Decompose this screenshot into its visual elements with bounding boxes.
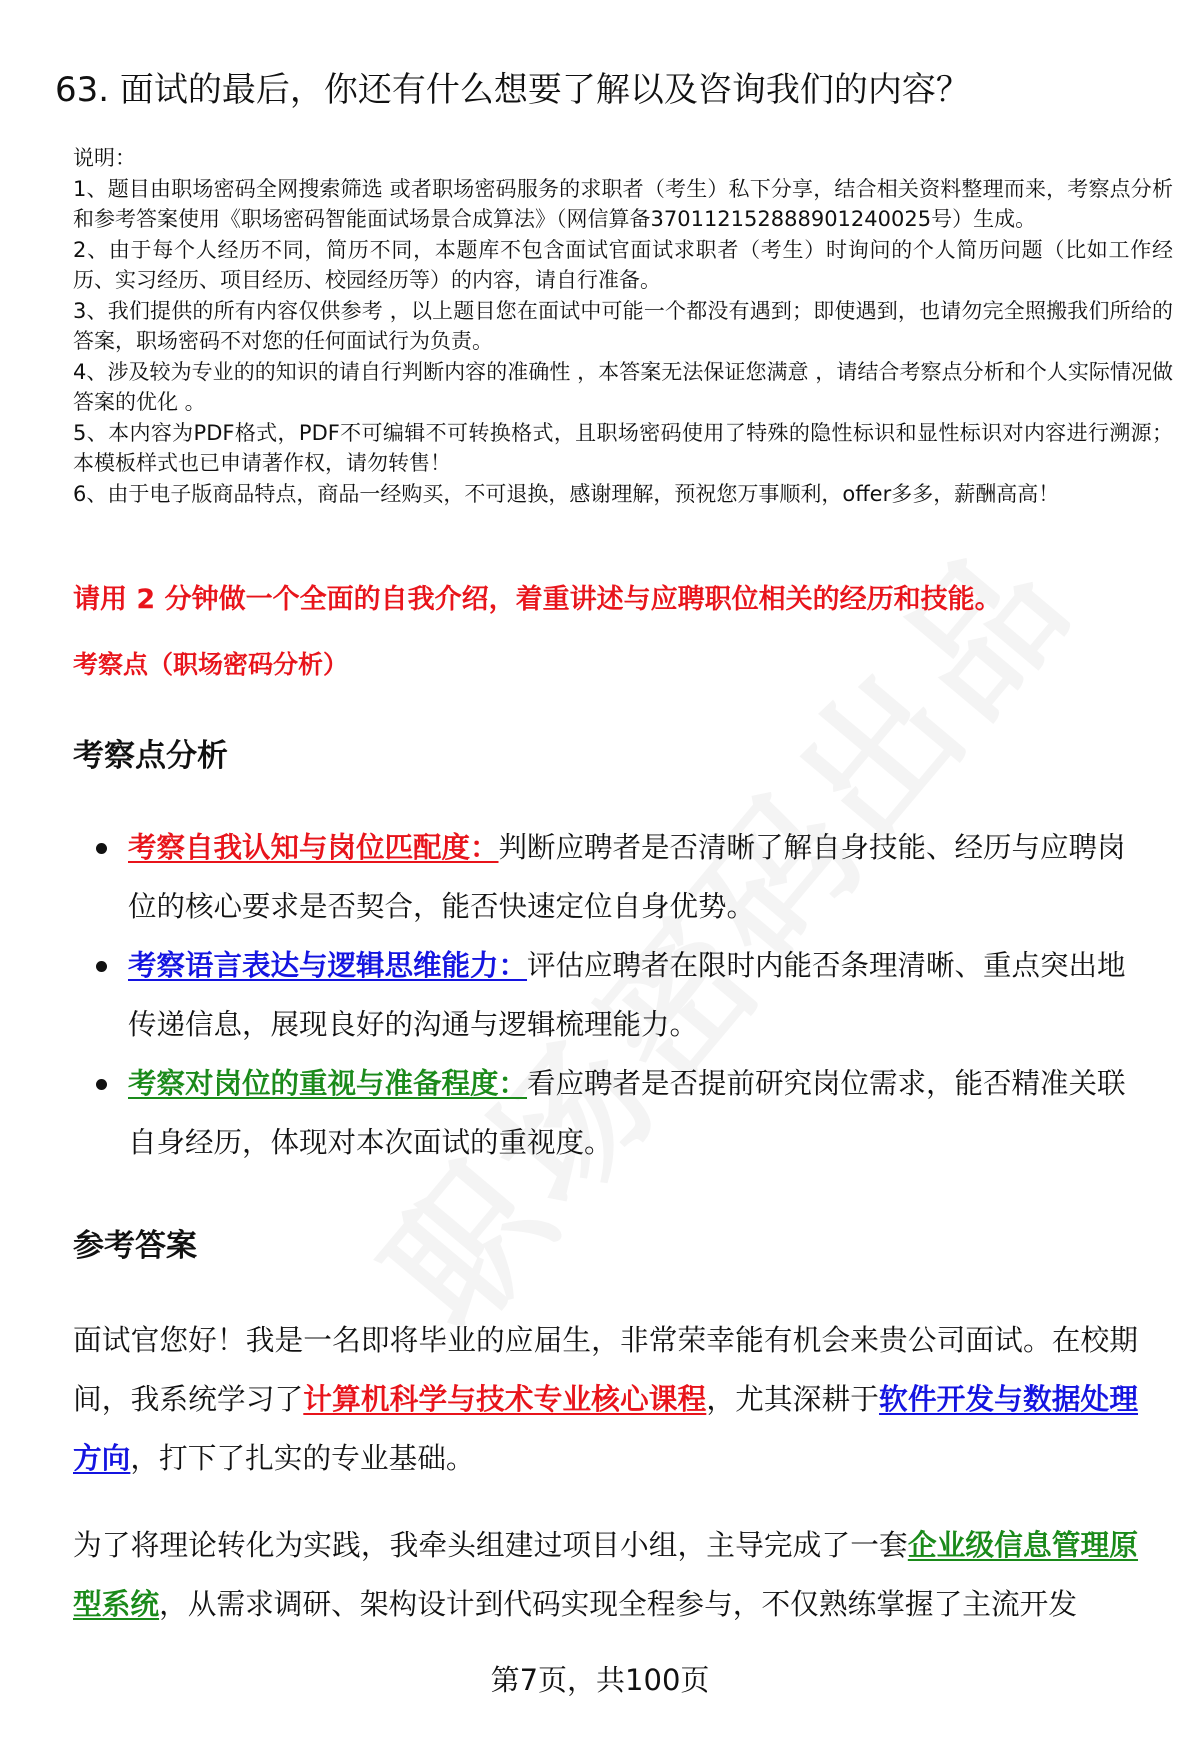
answer-text: 为了将理论转化为实践，我牵头组建过项目小组，主导完成了一套 [73, 1528, 908, 1562]
answer-keyword: 计算机科学与技术专业核心课程 [303, 1382, 707, 1416]
analysis-label: 考察点（职场密码分析） [73, 650, 349, 679]
bullet-icon [96, 843, 107, 854]
bullet-icon [96, 961, 107, 972]
interview-question: 请用 2 分钟做一个全面的自我介绍，着重讲述与应聘职位相关的经历和技能。 [73, 584, 1002, 615]
question-title: 63. 面试的最后，你还有什么想要了解以及咨询我们的内容？ [55, 70, 970, 110]
notes-heading: 说明： [73, 146, 136, 170]
answer-heading: 参考答案 [73, 1228, 197, 1264]
note-item: 1、题目由职场密码全网搜索筛选 或者职场密码服务的求职者（考生）私下分享，结合相关资料整理而来，考察点分析和参考答案使用《职场密码智能面试场景合成算法》（网信算备370112152888901240025号）生成。 [73, 176, 1173, 231]
answer-text: ，从需求调研、架构设计到代码实现全程参与，不仅熟练掌握了主流开发 [159, 1587, 1078, 1621]
list-item [96, 818, 1146, 936]
bullet-icon [96, 1079, 107, 1090]
answer-text: ，打下了扎实的专业基础。 [130, 1441, 475, 1475]
note-item: 2、由于每个人经历不同，简历不同，本题库不包含面试官面试求职者（考生）时询问的个人简历问题（比如工作经历、实习经历、项目经历、校园经历等）的内容，请自行准备。 [73, 237, 1173, 292]
answer-keyword: 软件开发与数据处理方向 [73, 1382, 1139, 1475]
note-item: 3、我们提供的所有内容仅供参考 ，以上题目您在面试中可能一个都没有遇到；即使遇到，也请勿完全照搬我们所给的答案，职场密码不对您的任何面试行为负责。 [73, 298, 1173, 353]
note-item: 5、本内容为PDF格式，PDF不可编辑不可转换格式，且职场密码使用了特殊的隐性标识和显性标识对内容进行溯源；本模板样式也已申请著作权，请勿转售！ [73, 420, 1173, 475]
bullet-text: 看应聘者是否提前研究岗位需求，能否精准关联自身经历，体现对本次面试的重视度。 [128, 1067, 1126, 1159]
bullet-keyword: 考察对岗位的重视与准备程度： [128, 1067, 528, 1100]
note-item: 6、由于电子版商品特点，商品一经购买，不可退换，感谢理解，预祝您万事顺利，offer多多，薪酬高高！ [73, 481, 1060, 506]
analysis-list [96, 818, 1146, 1172]
list-item [96, 936, 1146, 1054]
answer-paragraph [73, 1516, 1138, 1634]
answer-text: ，尤其深耕于 [706, 1382, 880, 1416]
bullet-text: 评估应聘者在限时内能否条理清晰、重点突出地传递信息，展现良好的沟通与逻辑梳理能力。 [128, 949, 1126, 1041]
list-item [96, 1054, 1146, 1172]
answer-keyword: 企业级信息管理原型系统 [73, 1528, 1139, 1621]
note-item: 4、涉及较为专业的的知识的请自行判断内容的准确性 ，本答案无法保证您满意 ，请结合考察点分析和个人实际情况做答案的优化 。 [73, 359, 1173, 414]
answer-paragraph [73, 1311, 1138, 1488]
bullet-keyword: 考察语言表达与逻辑思维能力： [128, 949, 528, 982]
answer-text: 面试官您好！我是一名即将毕业的应届生，非常荣幸能有机会来贵公司面试。在校期间，我系统学习了 [73, 1323, 1138, 1416]
notes-section [73, 143, 1173, 509]
bullet-keyword: 考察自我认知与岗位匹配度： [128, 831, 499, 864]
page-number: 第7页，共100页 [490, 1663, 710, 1697]
analysis-heading: 考察点分析 [73, 738, 228, 774]
bullet-text: 判断应聘者是否清晰了解自身技能、经历与应聘岗位的核心要求是否契合，能否快速定位自身优势。 [128, 831, 1126, 923]
